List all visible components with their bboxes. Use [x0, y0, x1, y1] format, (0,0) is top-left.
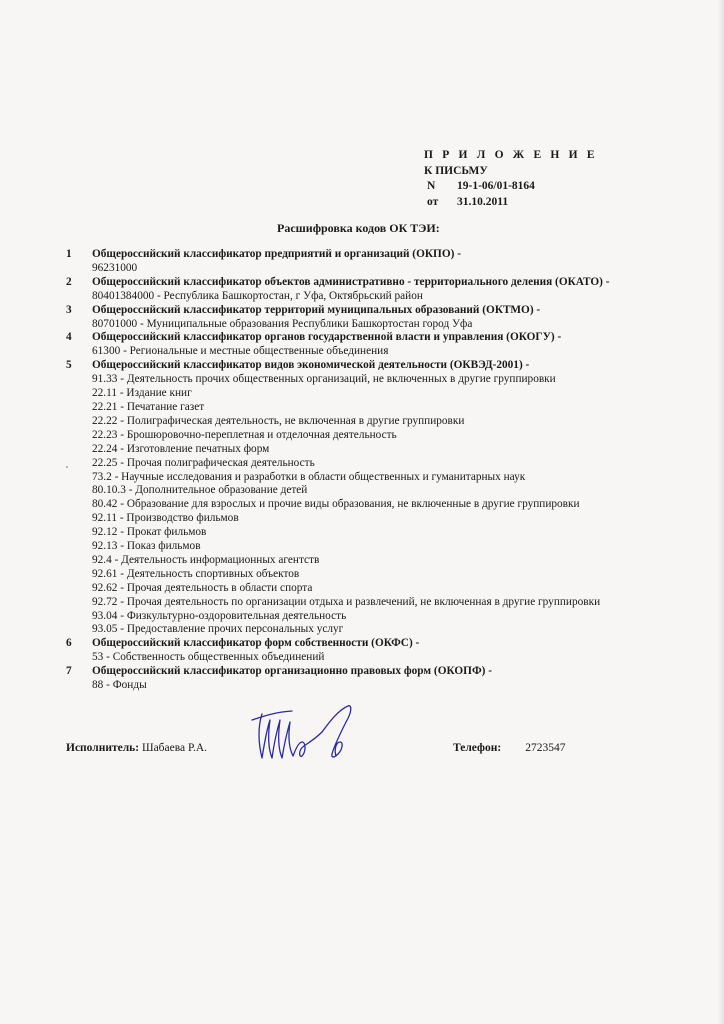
letter-date: 31.10.2011: [457, 195, 509, 208]
classifier-section: [66, 276, 666, 304]
code-line: 22.22 - Полиграфическая деятельность, не включенная в другие группировки: [92, 414, 465, 427]
number-label: N: [427, 180, 436, 192]
scan-speck: [66, 466, 68, 468]
section-number: 6: [66, 637, 72, 650]
code-line: 88 - Фонды: [92, 679, 147, 692]
code-line: 22.25 - Прочая полиграфическая деятельность: [92, 456, 315, 469]
classifier-sections: [66, 248, 666, 693]
code-line: 22.24 - Изготовление печатных форм: [92, 442, 270, 455]
code-line: 92.72 - Прочая деятельность по организации отдыха и развлечений, не включенная в другие группировки: [92, 595, 601, 608]
phone-label: Телефон:: [453, 742, 502, 754]
code-line: 92.62 - Прочая деятельность в области спорта: [92, 581, 313, 594]
section-number: 1: [66, 248, 72, 260]
phone-block: [453, 742, 565, 754]
section-number: 3: [66, 303, 72, 316]
code-line: 73.2 - Научные исследования и разработки в области общественных и гуманитарных наук: [92, 470, 526, 483]
letter-number: 19-1-06/01-8164: [457, 180, 535, 192]
section-title: Общероссийский классификатор органов государственной власти и управления (ОКОГУ) -: [92, 331, 562, 344]
code-line: 22.11 - Издание книг: [92, 387, 192, 400]
phone-value: 2723547: [525, 742, 566, 754]
code-line: 92.13 - Показ фильмов: [92, 540, 201, 553]
appendix-title: П Р И Л О Ж Е Н И Е: [424, 149, 598, 161]
section-title: Общероссийский классификатор предприятий и организаций (ОКПО) -: [92, 248, 461, 260]
letter-number-row: [424, 179, 598, 195]
section-number: 2: [66, 275, 72, 288]
signature-icon: [244, 702, 364, 772]
document-title: Расшифровка кодов ОК ТЭИ:: [277, 221, 440, 235]
code-line: 92.11 - Производство фильмов: [92, 512, 239, 525]
to-letter-label: К ПИСЬМУ: [424, 164, 488, 177]
section-number: 5: [66, 359, 72, 372]
code-line: 92.12 - Прокат фильмов: [92, 526, 207, 539]
section-title: Общероссийский классификатор территорий муниципальных образований (ОКТМО) -: [92, 303, 541, 316]
section-number: 4: [66, 331, 72, 344]
classifier-section: [66, 665, 666, 693]
section-title: Общероссийский классификатор объектов административно - территориального деления (ОКАТО) -: [92, 275, 610, 288]
code-line: 93.05 - Предоставление прочих персональных услуг: [92, 623, 344, 636]
code-line: 22.23 - Брошюровочно-переплетная и отделочная деятельность: [92, 428, 397, 441]
code-line: 22.21 - Печатание газет: [92, 400, 205, 413]
classifier-section: [66, 331, 666, 359]
section-title: Общероссийский классификатор форм собственности (ОКФС) -: [92, 637, 420, 650]
code-line: 80701000 - Муниципальные образования Республики Башкортостан город Уфа: [92, 317, 473, 330]
executor-label: Исполнитель:: [66, 742, 140, 754]
code-line: 53 - Собственность общественных объединений: [92, 651, 325, 664]
classifier-section: [66, 304, 666, 332]
page-edge-shadow: [718, 0, 724, 1024]
date-label: от: [427, 195, 439, 208]
footer: [66, 742, 626, 754]
code-line: 61300 - Региональные и местные общественные объединения: [92, 345, 389, 358]
code-line: 93.04 - Физкультурно-оздоровительная деятельность: [92, 609, 347, 622]
section-title: Общероссийский классификатор видов экономической деятельности (ОКВЭД-2001) -: [92, 359, 530, 372]
code-line: 80.42 - Образование для взрослых и прочие виды образования, не включенные в другие группировки: [92, 498, 580, 511]
code-line: 92.4 - Деятельность информационных агентств: [92, 553, 320, 566]
classifier-section: [66, 637, 666, 665]
code-line: 96231000: [92, 261, 138, 274]
section-number: 7: [66, 665, 72, 678]
code-line: 91.33 - Деятельность прочих общественных организаций, не включенных в другие группировки: [92, 373, 556, 386]
classifier-section: [66, 359, 666, 637]
section-title: Общероссийский классификатор организационно правовых форм (ОКОПФ) -: [92, 665, 493, 678]
code-line: 80401384000 - Республика Башкортостан, г Уфа, Октябрьский район: [92, 289, 423, 302]
code-line: 80.10.3 - Дополнительное образование детей: [92, 484, 308, 497]
executor-name: Шабаева Р.А.: [141, 742, 208, 754]
appendix-header: [424, 148, 598, 210]
code-line: 92.61 - Деятельность спортивных объектов: [92, 567, 300, 580]
classifier-section: [66, 248, 666, 276]
letter-date-row: [424, 195, 598, 211]
